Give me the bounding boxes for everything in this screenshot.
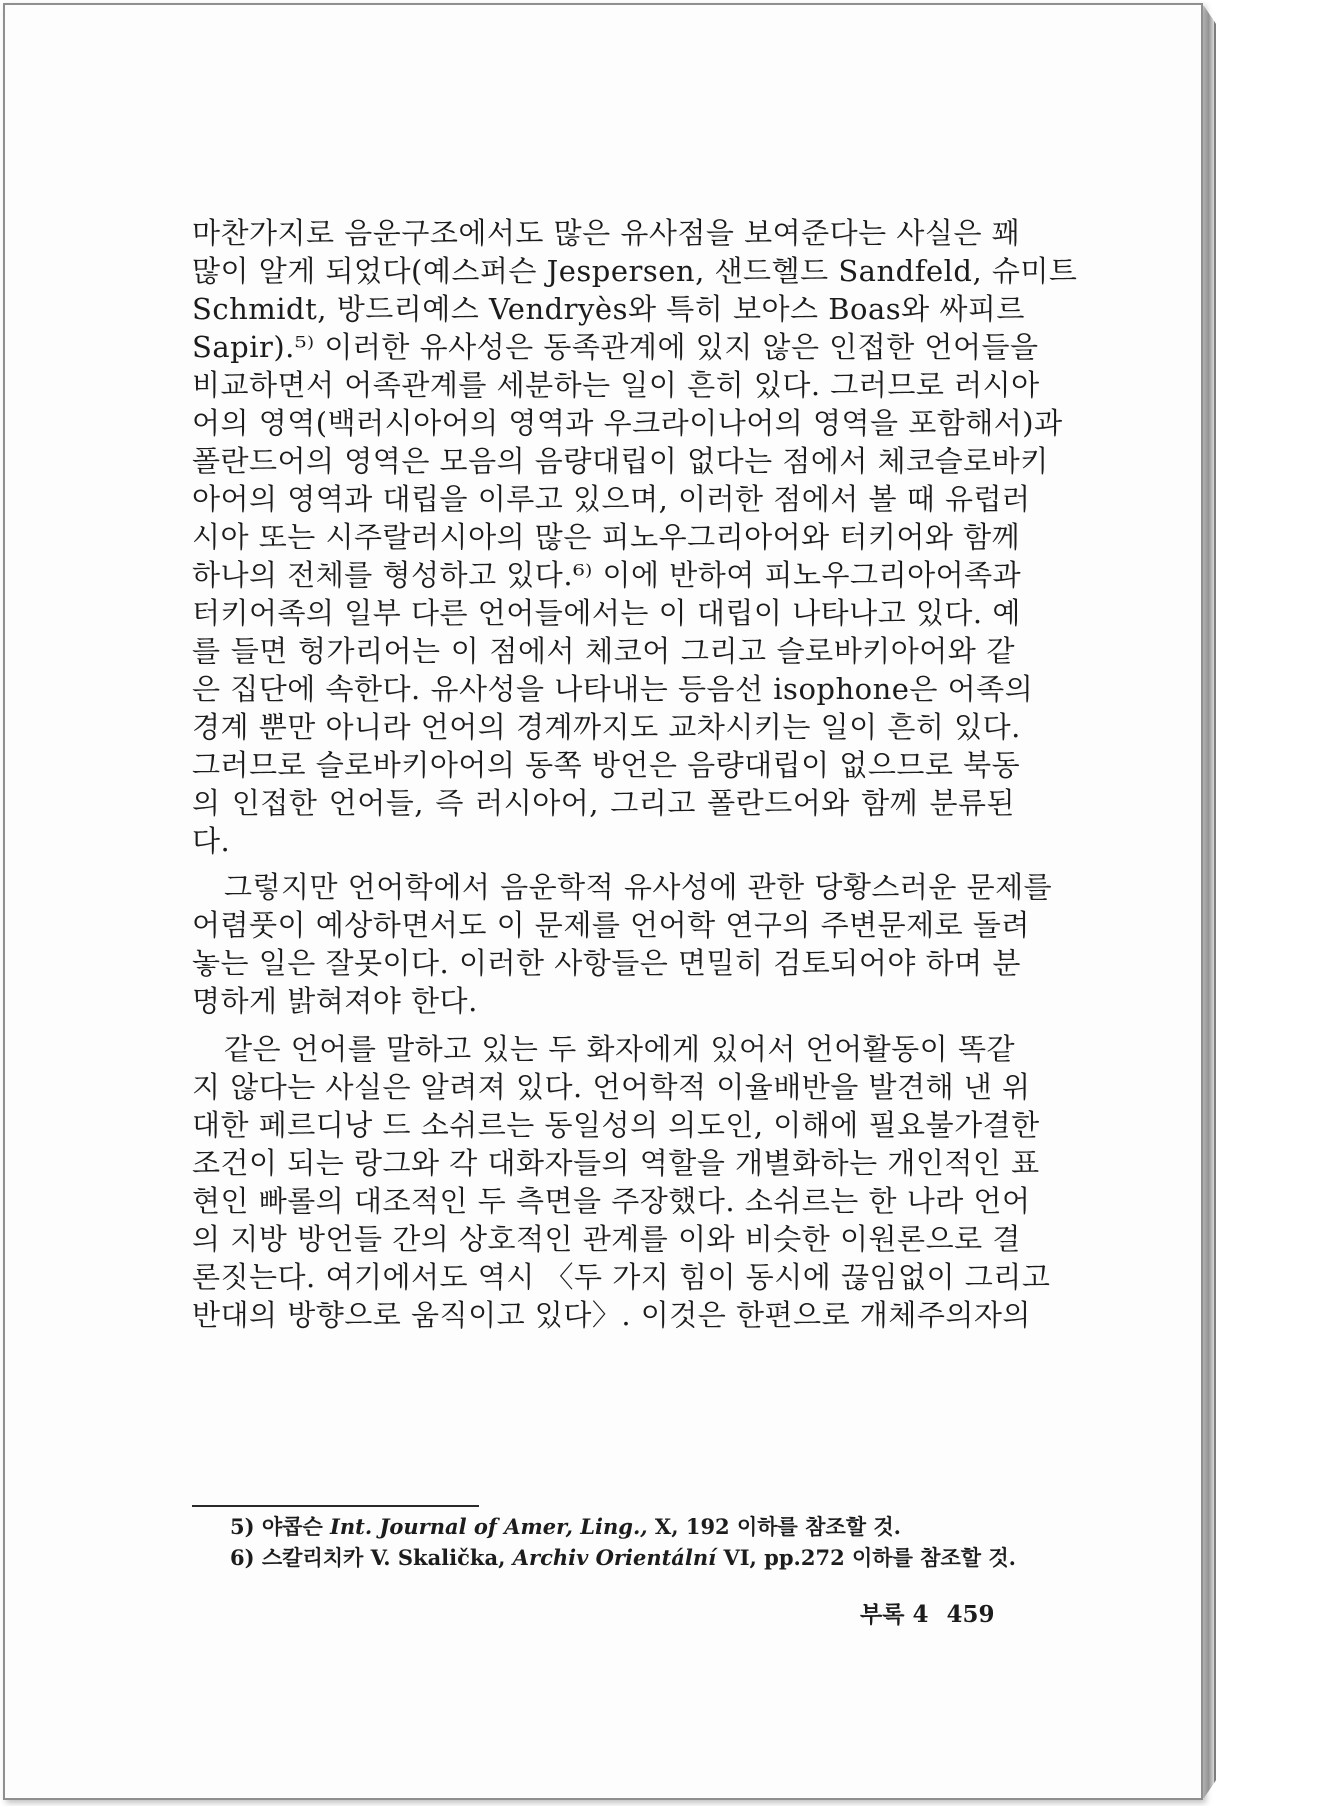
body-line: 비교하면서 어족관계를 세분하는 일이 흔히 있다. 그러므로 러시아 bbox=[192, 368, 1040, 402]
body-line: 폴란드어의 영역은 모음의 음량대립이 없다는 점에서 체코슬로바키 bbox=[192, 444, 1049, 478]
body-line: 하나의 전체를 형성하고 있다.⁶⁾ 이에 반하여 피노우그리아어족과 bbox=[192, 558, 1022, 592]
body-line: 명하게 밝혀져야 한다. bbox=[192, 984, 478, 1018]
folio-section: 부록 4 bbox=[860, 1601, 929, 1628]
body-line: 반대의 방향으로 움직이고 있다〉. 이것은 한편으로 개체주의자의 bbox=[192, 1298, 1031, 1332]
body-line: Sapir).⁵⁾ 이러한 유사성은 동족관계에 있지 않은 인접한 언어들을 bbox=[192, 330, 1039, 364]
footnote-author: 스칼리치카 V. Skalička, bbox=[261, 1545, 506, 1570]
body-line: 를 들면 헝가리어는 이 점에서 체코어 그리고 슬로바키아어와 같 bbox=[192, 634, 1015, 668]
body-line: 그러므로 슬로바키아어의 동쪽 방언은 음량대립이 없으므로 북동 bbox=[192, 748, 1021, 782]
footnote-author: 야콥슨 bbox=[261, 1514, 323, 1539]
body-line: 지 않다는 사실은 알려져 있다. 언어학적 이율배반을 발견해 낸 위 bbox=[192, 1070, 1031, 1104]
footnote-number: 6) bbox=[230, 1545, 255, 1570]
page-folio bbox=[860, 1596, 994, 1629]
body-line: 론짓는다. 여기에서도 역시 〈두 가지 힘이 동시에 끊임없이 그리고 bbox=[192, 1260, 1051, 1294]
footnote-rule bbox=[192, 1505, 479, 1507]
body-line: 은 집단에 속한다. 유사성을 나타내는 등음선 isophone은 어족의 bbox=[192, 672, 1034, 706]
body-line: 같은 언어를 말하고 있는 두 화자에게 있어서 언어활동이 똑같 bbox=[224, 1032, 1015, 1066]
footnote-work: Int. Journal of Amer, Ling., bbox=[330, 1514, 648, 1539]
footnote-ref: X, 192 이하를 참조할 것. bbox=[654, 1514, 901, 1539]
body-line: 경계 뿐만 아니라 언어의 경계까지도 교차시키는 일이 흔히 있다. bbox=[192, 710, 1021, 744]
footnote-ref: VI, pp.272 이하를 참조할 것. bbox=[723, 1545, 1016, 1570]
body-line: 어의 영역(백러시아어의 영역과 우크라이나어의 영역을 포함해서)과 bbox=[192, 406, 1063, 440]
body-line: 놓는 일은 잘못이다. 이러한 사항들은 면밀히 검토되어야 하며 분 bbox=[192, 946, 1021, 980]
footnote-work: Archiv Orientální bbox=[512, 1545, 717, 1570]
body-line: 조건이 되는 랑그와 각 대화자들의 역할을 개별화하는 개인적인 표 bbox=[192, 1146, 1040, 1180]
footnote-number: 5) bbox=[230, 1514, 255, 1539]
body-line: 마찬가지로 음운구조에서도 많은 유사점을 보여준다는 사실은 꽤 bbox=[192, 216, 1021, 250]
body-line: 다. bbox=[192, 824, 231, 858]
body-line: Schmidt, 방드리예스 Vendryès와 특히 보아스 Boas와 싸피르 bbox=[192, 292, 1025, 326]
body-line: 터키어족의 일부 다른 언어들에서는 이 대립이 나타나고 있다. 예 bbox=[192, 596, 1021, 630]
body-line: 현인 빠롤의 대조적인 두 측면을 주장했다. 소쉬르는 한 나라 언어 bbox=[192, 1184, 1031, 1218]
body-line: 의 지방 방언들 간의 상호적인 관계를 이와 비슷한 이원론으로 결 bbox=[192, 1222, 1021, 1256]
body-line: 대한 페르디낭 드 소쉬르는 동일성의 의도인, 이해에 필요불가결한 bbox=[192, 1108, 1040, 1142]
body-line: 의 인접한 언어들, 즉 러시아어, 그리고 폴란드어와 함께 분류된 bbox=[192, 786, 1015, 820]
folio-page-number: 459 bbox=[946, 1601, 995, 1628]
body-line: 많이 알게 되었다(예스퍼슨 Jespersen, 샌드헬드 Sandfeld, 슈미트 bbox=[192, 254, 1078, 288]
body-line: 어렴풋이 예상하면서도 이 문제를 언어학 연구의 주변문제로 돌려 bbox=[192, 908, 1030, 942]
footnote-5 bbox=[230, 1512, 901, 1542]
footnote-6 bbox=[230, 1543, 1016, 1573]
body-line: 그렇지만 언어학에서 음운학적 유사성에 관한 당황스러운 문제를 bbox=[224, 870, 1053, 904]
body-line: 아어의 영역과 대립을 이루고 있으며, 이러한 점에서 볼 때 유럽러 bbox=[192, 482, 1031, 516]
body-line: 시아 또는 시주랄러시아의 많은 피노우그리아어와 터키어와 함께 bbox=[192, 520, 1021, 554]
